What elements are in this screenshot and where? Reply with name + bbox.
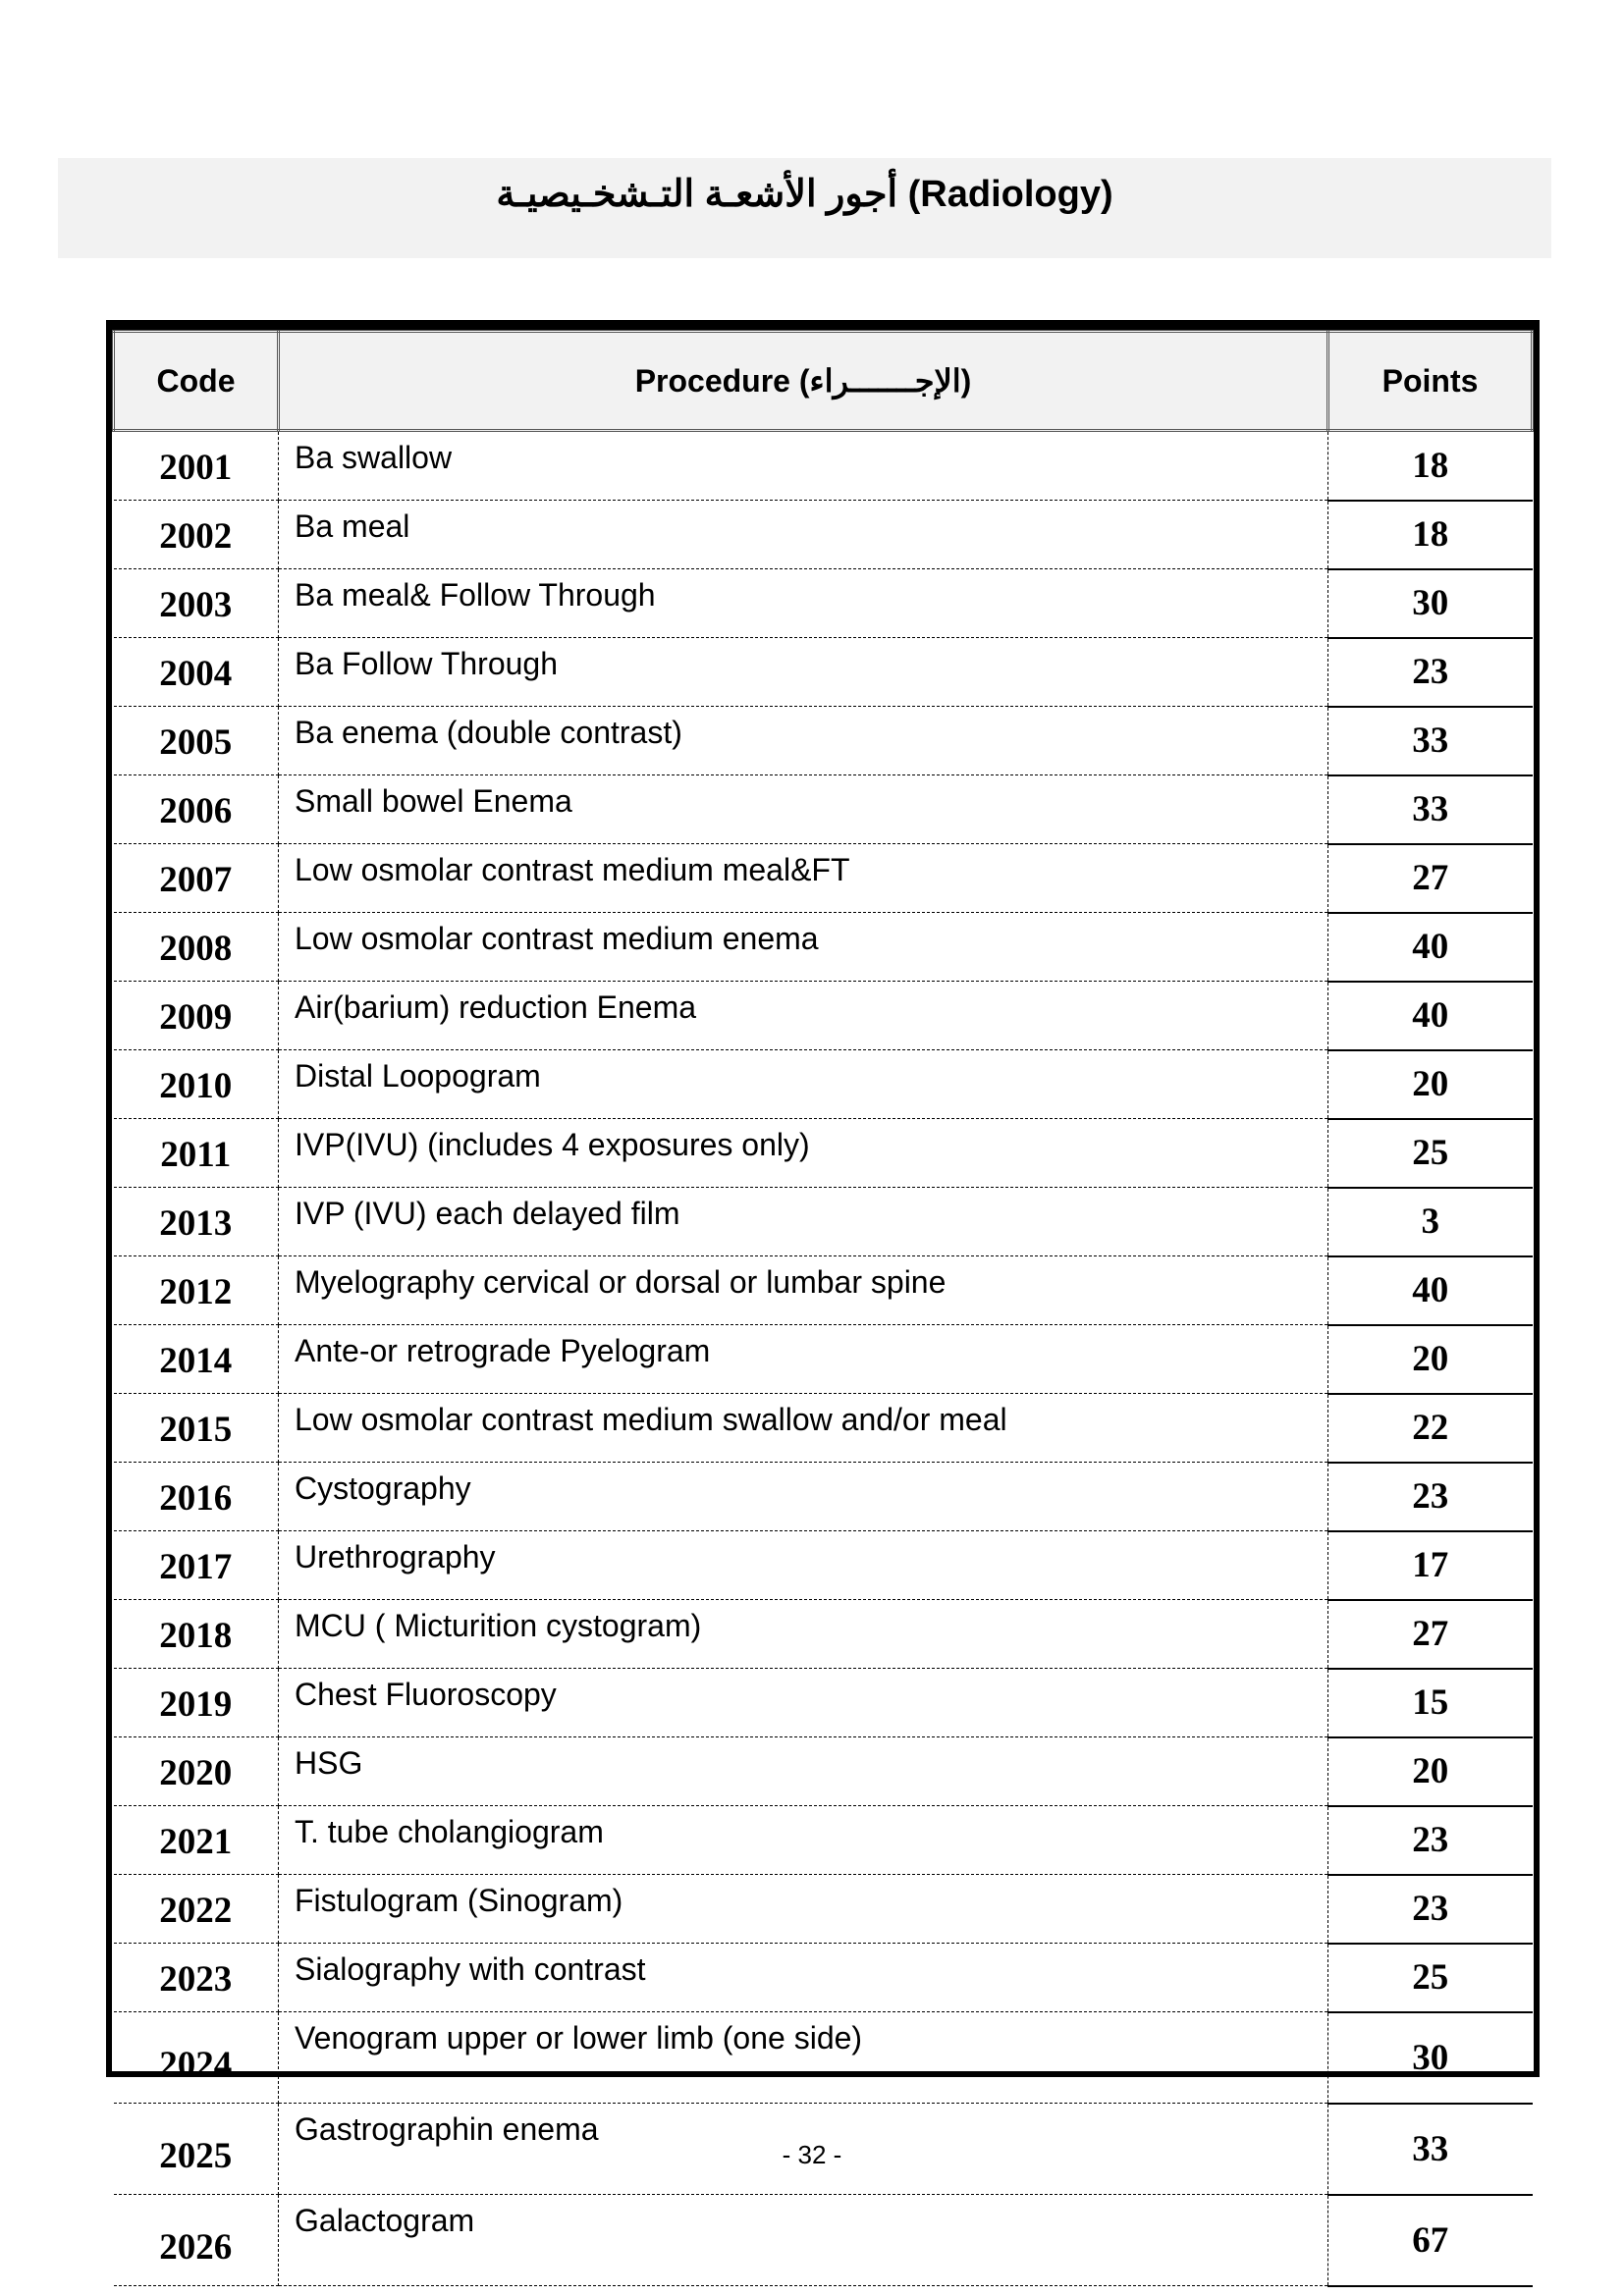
procedure-cell: Ba enema (double contrast) bbox=[279, 707, 1328, 775]
points-cell: 20 bbox=[1328, 1737, 1533, 1806]
table-row bbox=[114, 1875, 1533, 1944]
procedure-cell: IVP(IVU) (includes 4 exposures only) bbox=[279, 1119, 1328, 1188]
points-cell: 3 bbox=[1328, 1188, 1533, 1256]
points-cell: 33 bbox=[1328, 2104, 1533, 2195]
code-cell: 2005 bbox=[114, 707, 279, 775]
code-cell: 2009 bbox=[114, 982, 279, 1050]
procedure-cell: Sialography with contrast bbox=[279, 1944, 1328, 2012]
code-cell: 2022 bbox=[114, 1875, 279, 1944]
header-points: Points bbox=[1328, 332, 1533, 431]
table-row bbox=[114, 569, 1533, 638]
table-row bbox=[114, 1188, 1533, 1256]
code-cell: 2018 bbox=[114, 1600, 279, 1669]
table-row bbox=[114, 501, 1533, 569]
procedure-cell: IVP (IVU) each delayed film bbox=[279, 1188, 1328, 1256]
code-cell: 2020 bbox=[114, 1737, 279, 1806]
table-row bbox=[114, 1325, 1533, 1394]
table-row bbox=[114, 638, 1533, 707]
procedure-cell: Low osmolar contrast medium swallow and/or meal bbox=[279, 1394, 1328, 1463]
procedure-cell: Ba meal bbox=[279, 501, 1328, 569]
table-row bbox=[114, 1737, 1533, 1806]
code-cell: 2025 bbox=[114, 2104, 279, 2195]
header-procedure: Procedure (الإجـــــــراء) bbox=[279, 332, 1328, 431]
code-cell: 2006 bbox=[114, 775, 279, 844]
table-row bbox=[114, 1944, 1533, 2012]
points-cell: 18 bbox=[1328, 431, 1533, 501]
points-cell: 33 bbox=[1328, 775, 1533, 844]
procedure-cell: Venogram upper or lower limb (one side) bbox=[279, 2012, 1328, 2104]
code-cell: 2023 bbox=[114, 1944, 279, 2012]
points-cell: 40 bbox=[1328, 982, 1533, 1050]
page-title: أجور الأشعـة التـشخـيصيـة (Radiology) bbox=[496, 174, 1113, 215]
points-cell: 22 bbox=[1328, 1394, 1533, 1463]
table-row bbox=[114, 1669, 1533, 1737]
procedure-cell: T. tube cholangiogram bbox=[279, 1806, 1328, 1875]
points-cell: 40 bbox=[1328, 913, 1533, 982]
procedure-cell: Cystography bbox=[279, 1463, 1328, 1531]
points-cell: 17 bbox=[1328, 1531, 1533, 1600]
code-cell: 2019 bbox=[114, 1669, 279, 1737]
table-row bbox=[114, 707, 1533, 775]
code-cell: 2001 bbox=[114, 431, 279, 501]
table-row bbox=[114, 2195, 1533, 2286]
points-cell: 27 bbox=[1328, 844, 1533, 913]
code-cell: 2011 bbox=[114, 1119, 279, 1188]
points-cell: 30 bbox=[1328, 2012, 1533, 2104]
points-cell: 25 bbox=[1328, 1944, 1533, 2012]
page-number: - 32 - bbox=[782, 2140, 842, 2169]
procedure-cell: Galactogram bbox=[279, 2195, 1328, 2286]
code-cell: 2003 bbox=[114, 569, 279, 638]
radiology-fee-table bbox=[106, 320, 1540, 2268]
table-row bbox=[114, 1806, 1533, 1875]
points-cell: 27 bbox=[1328, 1600, 1533, 1669]
points-cell: 20 bbox=[1328, 1325, 1533, 1394]
code-cell: 2007 bbox=[114, 844, 279, 913]
table-row bbox=[114, 982, 1533, 1050]
points-cell: 15 bbox=[1328, 1669, 1533, 1737]
code-cell: 2008 bbox=[114, 913, 279, 982]
code-cell: 2016 bbox=[114, 1463, 279, 1531]
code-cell: 2014 bbox=[114, 1325, 279, 1394]
procedure-cell: Fistulogram (Sinogram) bbox=[279, 1875, 1328, 1944]
code-cell: 2013 bbox=[114, 1188, 279, 1256]
points-cell: 25 bbox=[1328, 1119, 1533, 1188]
code-cell: 2010 bbox=[114, 1050, 279, 1119]
code-cell: 2017 bbox=[114, 1531, 279, 1600]
procedure-cell: Low osmolar contrast medium enema bbox=[279, 913, 1328, 982]
points-cell: 23 bbox=[1328, 1463, 1533, 1531]
procedure-cell: Ba meal& Follow Through bbox=[279, 569, 1328, 638]
procedure-cell: Ba Follow Through bbox=[279, 638, 1328, 707]
points-cell: 18 bbox=[1328, 501, 1533, 569]
procedure-cell: MCU ( Micturition cystogram) bbox=[279, 1600, 1328, 1669]
table-row bbox=[114, 1600, 1533, 1669]
procedure-cell: Small bowel Enema bbox=[279, 775, 1328, 844]
procedure-cell: Low osmolar contrast medium meal&FT bbox=[279, 844, 1328, 913]
code-cell: 2015 bbox=[114, 1394, 279, 1463]
title-banner bbox=[58, 158, 1551, 258]
procedure-cell: Ba swallow bbox=[279, 431, 1328, 501]
points-cell: 30 bbox=[1328, 569, 1533, 638]
table-row bbox=[114, 775, 1533, 844]
points-cell: 23 bbox=[1328, 638, 1533, 707]
code-cell: 2012 bbox=[114, 1256, 279, 1325]
code-cell: 2024 bbox=[114, 2012, 279, 2104]
code-cell: 2004 bbox=[114, 638, 279, 707]
table-row bbox=[114, 1531, 1533, 1600]
points-cell: 23 bbox=[1328, 1806, 1533, 1875]
table-row bbox=[114, 1050, 1533, 1119]
procedure-cell: Air(barium) reduction Enema bbox=[279, 982, 1328, 1050]
procedure-cell: Urethrography bbox=[279, 1531, 1328, 1600]
procedure-cell: Ante-or retrograde Pyelogram bbox=[279, 1325, 1328, 1394]
procedure-cell: Gastrographin enema bbox=[279, 2104, 1328, 2195]
points-cell: 23 bbox=[1328, 1875, 1533, 1944]
points-cell: 40 bbox=[1328, 1256, 1533, 1325]
table-row bbox=[114, 431, 1533, 501]
procedure-cell: Distal Loopogram bbox=[279, 1050, 1328, 1119]
table-row bbox=[114, 1119, 1533, 1188]
table-row bbox=[114, 1463, 1533, 1531]
table-row bbox=[114, 913, 1533, 982]
table-row bbox=[114, 844, 1533, 913]
procedure-cell: Chest Fluoroscopy bbox=[279, 1669, 1328, 1737]
code-cell: 2002 bbox=[114, 501, 279, 569]
points-cell: 67 bbox=[1328, 2195, 1533, 2286]
points-cell: 33 bbox=[1328, 707, 1533, 775]
code-cell: 2021 bbox=[114, 1806, 279, 1875]
table-row bbox=[114, 1394, 1533, 1463]
code-cell: 2026 bbox=[114, 2195, 279, 2286]
procedure-cell: Myelography cervical or dorsal or lumbar spine bbox=[279, 1256, 1328, 1325]
table-row bbox=[114, 1256, 1533, 1325]
points-cell: 20 bbox=[1328, 1050, 1533, 1119]
procedure-cell: HSG bbox=[279, 1737, 1328, 1806]
table-row bbox=[114, 2012, 1533, 2104]
header-code: Code bbox=[114, 332, 279, 431]
table-header-row bbox=[114, 332, 1533, 431]
